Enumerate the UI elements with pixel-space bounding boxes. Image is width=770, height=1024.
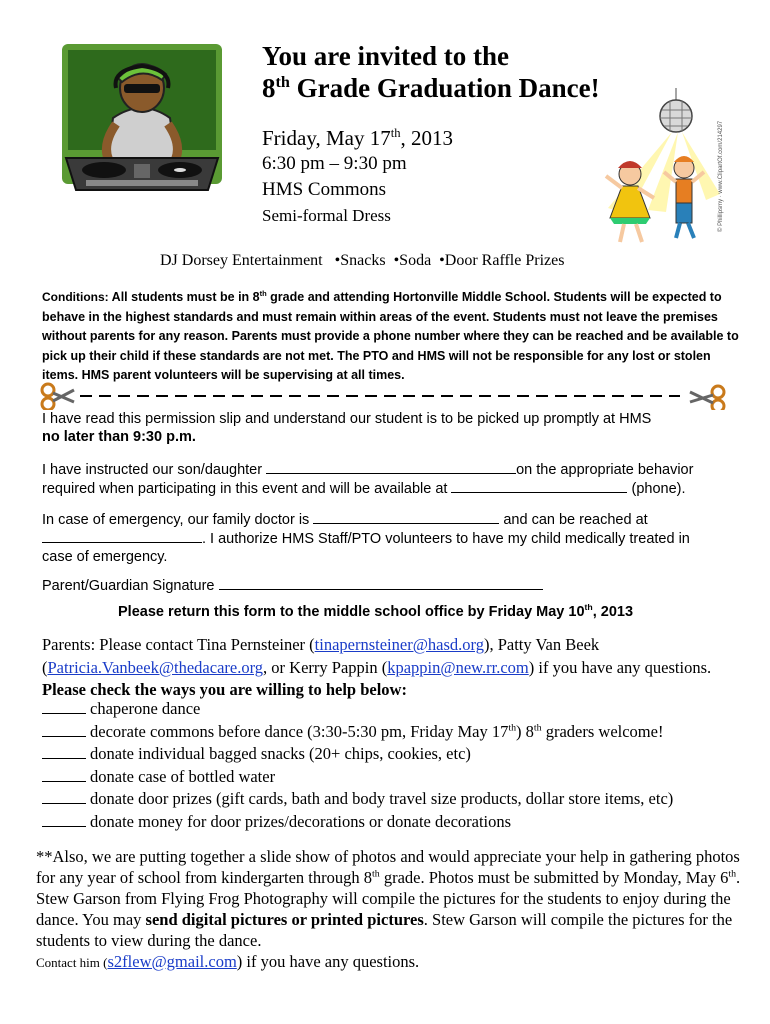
emergency-text-c: . I authorize HMS Staff/PTO volunteers to have my child medically treated in [202, 531, 690, 547]
signature-field[interactable] [219, 576, 543, 590]
clipart-credit: © Phillipsmy · www.ClipartOf.com/214297 [718, 120, 724, 232]
photos-text-a: **Also, we are putting together a slide show of photos and would appreciate your help in gathering photos for any year of school from kindergarten through 8 [36, 847, 740, 887]
feature-snacks: Snacks [340, 252, 386, 269]
list-item [42, 698, 673, 721]
email-link-kerry[interactable]: kpappin@new.rr.com [387, 657, 529, 677]
help-item-decorate-c: graders welcome! [541, 721, 664, 741]
emergency-text-a: In case of emergency, our family doctor is [42, 512, 314, 528]
scissors-right-icon [690, 386, 724, 410]
permission-statement [42, 410, 732, 446]
behavior-text-b: on the appropriate behavior [516, 462, 694, 478]
bullet-icon: • [439, 252, 445, 269]
photos-bold: send digital pictures or printed pictures [145, 910, 424, 929]
behavior-text-d: (phone). [627, 481, 686, 497]
feature-raffle: Door Raffle Prizes [444, 252, 565, 269]
emergency-section [42, 510, 732, 566]
email-link-stew[interactable]: s2flew@gmail.com [107, 952, 237, 971]
photos-text-c: . Stew Garson from Flying Frog Photography will compile the pictures for the students to enjoy during the dance. You may [36, 868, 741, 929]
behavior-text-c: required when participating in this event and will be available at [42, 481, 452, 497]
conditions-sup: th [259, 288, 267, 298]
conditions-text [42, 288, 742, 386]
dress-code: Semi-formal Dress [262, 206, 391, 225]
doctor-name-field[interactable] [313, 510, 499, 524]
doctor-phone-field[interactable] [42, 529, 202, 543]
title-line-1: You are invited to the [262, 41, 509, 71]
email-link-tina[interactable]: tinapernsteiner@hasd.org [314, 635, 484, 654]
parents-text-d: ) if you have any questions. [528, 657, 712, 677]
list-item [42, 743, 673, 766]
conditions-part-a: All students must be in 8 [108, 290, 260, 304]
student-name-field[interactable] [266, 460, 516, 474]
dj-clipart [58, 40, 226, 200]
parents-text-c: , or Kerry Pappin ( [263, 657, 388, 677]
signature-label: Parent/Guardian Signature [42, 578, 219, 594]
read-statement: I have read this permission slip and understand our student is to be picked up promptly at HMS [42, 411, 652, 427]
title-rest: Grade Graduation Dance! [289, 73, 600, 103]
checkbox-blank[interactable] [42, 744, 86, 759]
grade-suffix: th [275, 73, 290, 91]
help-sup-2: th [533, 722, 542, 733]
help-heading: Please check the ways you are willing to help below: [42, 680, 407, 699]
checkbox-blank[interactable] [42, 722, 86, 737]
parents-text-b: ), Patty Van Beek ( [42, 635, 600, 677]
cut-line [40, 382, 720, 404]
list-item [42, 766, 673, 789]
behavior-line-2 [42, 479, 732, 498]
help-item-prizes: donate door prizes (gift cards, bath and body travel size products, dollar store items, etc) [90, 789, 674, 808]
behavior-text-a: I have instructed our son/daughter [42, 462, 267, 478]
date-year: , 2013 [400, 126, 454, 150]
checkbox-blank[interactable] [42, 699, 86, 714]
return-text-a: Please return this form to the middle school office by Friday May 10 [118, 604, 585, 620]
photos-text-d: . Stew Garson will compile the pictures for the students to view during the dance. [36, 910, 733, 950]
date-suffix-sup: th [390, 126, 401, 140]
event-location: HMS Commons [262, 179, 387, 200]
list-item [42, 721, 673, 744]
event-time: 6:30 pm – 9:30 pm [262, 153, 407, 174]
help-item-water: donate case of bottled water [90, 766, 276, 786]
behavior-line-1 [42, 460, 732, 479]
help-item-decorate: decorate commons before dance (3:30-5:30 pm, Friday May 17 [90, 721, 509, 741]
event-features [160, 252, 564, 270]
help-list [42, 698, 673, 833]
help-item-money: donate money for door prizes/decorations or donate decorations [90, 811, 512, 831]
help-item-decorate-b: ) 8 [516, 721, 534, 741]
scissors-left-icon [42, 384, 74, 410]
photos-sup-2: th [728, 868, 737, 880]
feature-soda: Soda [399, 252, 432, 269]
contact-label: Contact him ( [36, 955, 108, 970]
bullet-icon: • [393, 252, 400, 269]
bullet-icon: • [334, 252, 341, 269]
dj-name: DJ Dorsey Entertainment [160, 252, 323, 269]
list-item [42, 788, 673, 811]
pickup-time: no later than 9:30 p.m. [42, 429, 196, 445]
photos-text-b: grade. Photos must be submitted by Monday, May 6 [379, 868, 729, 887]
photos-sup-1: th [372, 868, 380, 880]
help-sup-1: th [508, 722, 517, 733]
emergency-line-2 [42, 529, 732, 548]
conditions-part-b: grade and attending Hortonville Middle School. Students will be expected to behave in the highest standards and must remain within areas of the event. Students must not leave the premises without parents for any reason. Parents must provide a phone number where they can be reached and be available to pick up their child if these standards are not met. The PTO and HMS will not be responsible for any lost or stolen items. HMS parent volunteers will be supervising at all times. [42, 290, 739, 382]
invitation-title [262, 40, 600, 104]
parents-contact [42, 634, 742, 702]
grade-number: 8 [262, 73, 276, 103]
conditions-label: Conditions: [42, 290, 109, 304]
photos-paragraph [36, 846, 741, 973]
date-prefix: Friday, May 17 [262, 126, 391, 150]
title-line-2 [262, 72, 600, 104]
emergency-line-3: case of emergency. [42, 549, 168, 565]
event-details [262, 126, 453, 229]
return-text-b: , 2013 [592, 604, 634, 620]
behavior-section [42, 460, 732, 498]
phone-field[interactable] [451, 479, 627, 493]
emergency-text-b: and can be reached at [499, 512, 648, 528]
return-sup: th [584, 602, 593, 613]
help-item-chaperone: chaperone dance [90, 699, 201, 718]
checkbox-blank[interactable] [42, 812, 86, 827]
event-date [262, 126, 453, 151]
disco-kids-clipart [588, 88, 734, 248]
photos-text-e: ) if you have any questions. [236, 952, 420, 971]
signature-line [42, 576, 732, 595]
checkbox-blank[interactable] [42, 767, 86, 782]
help-item-snacks: donate individual bagged snacks (20+ chips, cookies, etc) [90, 744, 471, 763]
list-item [42, 811, 673, 834]
parents-text-a: Parents: Please contact Tina Pernsteiner ( [42, 635, 315, 654]
emergency-line-1 [42, 510, 732, 529]
email-link-patty[interactable]: Patricia.Vanbeek@thedacare.org [47, 657, 264, 677]
checkbox-blank[interactable] [42, 789, 86, 804]
return-instructions [118, 604, 633, 620]
